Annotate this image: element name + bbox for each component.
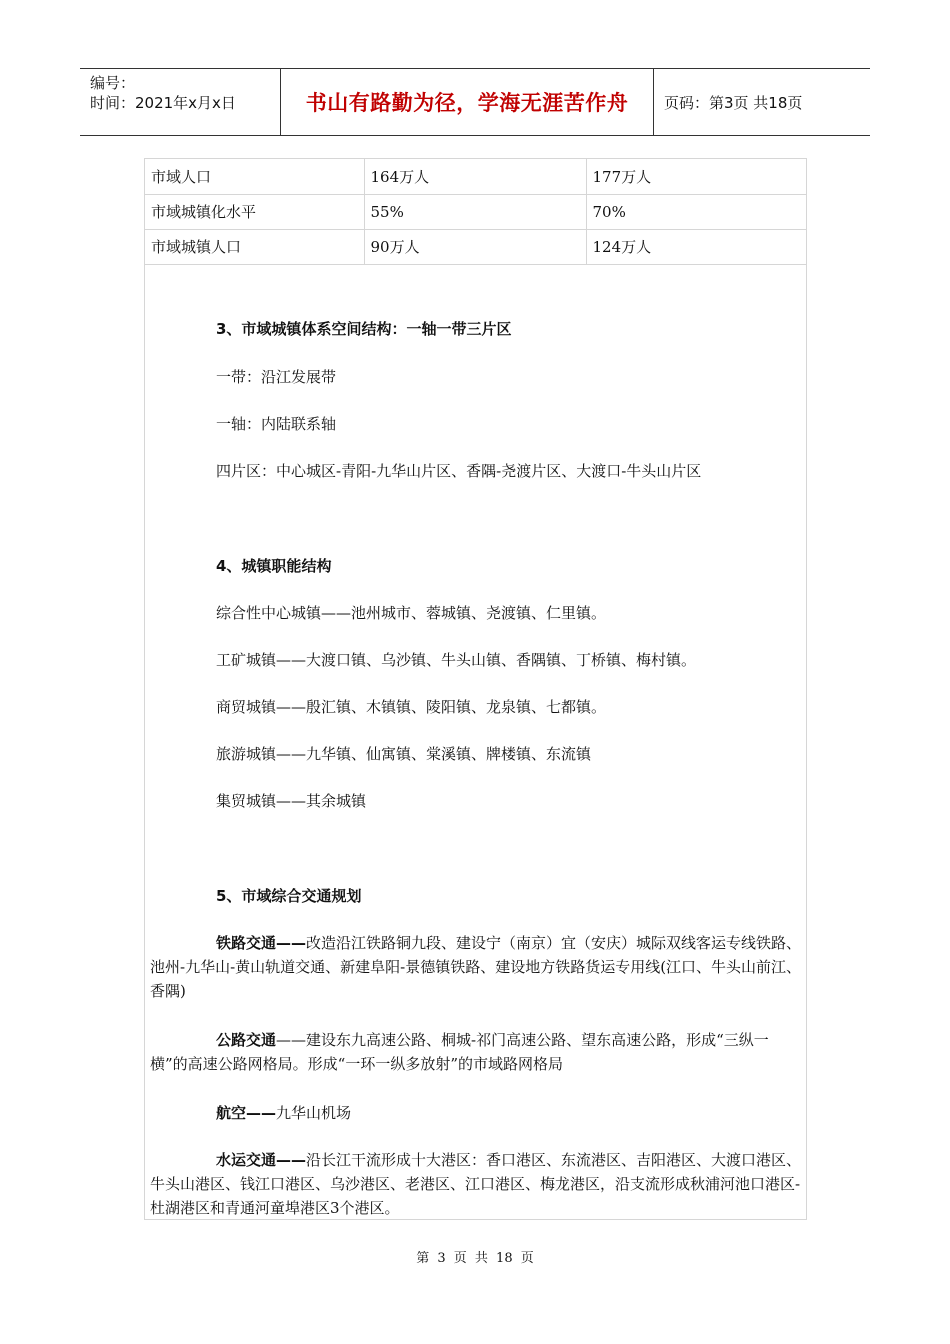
section4-line: 商贸城镇——殷汇镇、木镇镇、陵阳镇、龙泉镇、七都镇。 — [216, 698, 607, 716]
transport-paragraph-water — [150, 1148, 802, 1220]
page-footer: 第 3 页 共 18 页 — [416, 1251, 534, 1266]
header-motto: 书山有路勤为径，学海无涯苦作舟 — [281, 69, 654, 135]
transport-term: 水运交通—— — [216, 1151, 307, 1169]
header-page-info: 页码：第3页 共18页 — [664, 93, 803, 112]
table-cell: 市域城镇人口 — [145, 229, 364, 264]
table-cell: 177万人 — [586, 159, 806, 194]
section4-heading: 4、城镇职能结构 — [216, 557, 332, 575]
transport-paragraph-rail — [150, 931, 802, 1003]
transport-paragraph-air — [150, 1101, 802, 1125]
table-row — [145, 194, 806, 229]
transport-text: ——建设东九高速公路、桐城-祁门高速公路、望东高速公路，形成“三纵一横”的高速公路网格局。形成“一环一纵多放射”的市域路网格局 — [150, 1031, 769, 1073]
section3-line: 一轴：内陆联系轴 — [216, 415, 337, 433]
table-cell: 70% — [586, 194, 806, 229]
transport-text: 九华山机场 — [276, 1104, 352, 1122]
transport-term: 航空—— — [216, 1104, 277, 1122]
transport-term: 公路交通 — [216, 1031, 277, 1049]
section5-heading: 5、市域综合交通规划 — [216, 887, 362, 905]
section4-line: 工矿城镇——大渡口镇、乌沙镇、牛头山镇、香隅镇、丁桥镇、梅村镇。 — [216, 651, 697, 669]
transport-paragraph-road — [150, 1028, 802, 1076]
section3-heading: 3、市域城镇体系空间结构：一轴一带三片区 — [216, 320, 512, 338]
table-row — [145, 159, 806, 194]
table-cell: 市域人口 — [145, 159, 364, 194]
section4-line: 综合性中心城镇——池州城市、蓉城镇、尧渡镇、仁里镇。 — [216, 604, 607, 622]
table-cell: 164万人 — [364, 159, 586, 194]
table-cell: 55% — [364, 194, 586, 229]
table-row — [145, 229, 806, 264]
page-header — [80, 68, 870, 136]
date-label: 时间：2021年x月x日 — [90, 94, 236, 112]
table-cell: 124万人 — [586, 229, 806, 264]
table-cell: 90万人 — [364, 229, 586, 264]
table-cell: 市域城镇化水平 — [145, 194, 364, 229]
header-meta — [80, 69, 281, 135]
section3-line: 四片区：中心城区-青阳-九华山片区、香隅-尧渡片区、大渡口-牛头山片区 — [216, 462, 702, 480]
section4-line: 旅游城镇——九华镇、仙寓镇、棠溪镇、牌楼镇、东流镇 — [216, 745, 592, 763]
transport-text: 改造沿江铁路铜九段、建设宁（南京）宜（安庆）城际双线客运专线铁路、池州-九华山-黄山轨道交通、新建阜阳-景德镇铁路、建设地方铁路货运专用线(江口、牛头山前江、香隅) — [150, 934, 802, 1000]
stats-table — [145, 159, 806, 265]
section4-line: 集贸城镇——其余城镇 — [216, 792, 367, 810]
transport-text: 沿长江干流形成十大港区：香口港区、东流港区、吉阳港区、大渡口港区、牛头山港区、钱江口港区、乌沙港区、老港区、江口港区、梅龙港区，沿支流形成秋浦河池口港区-杜湖港区和青通河童埠港区3个港区。 — [150, 1151, 802, 1217]
transport-term: 铁路交通—— — [216, 934, 307, 952]
section3-line: 一带：沿江发展带 — [216, 368, 337, 386]
number-label: 编号： — [90, 74, 136, 92]
